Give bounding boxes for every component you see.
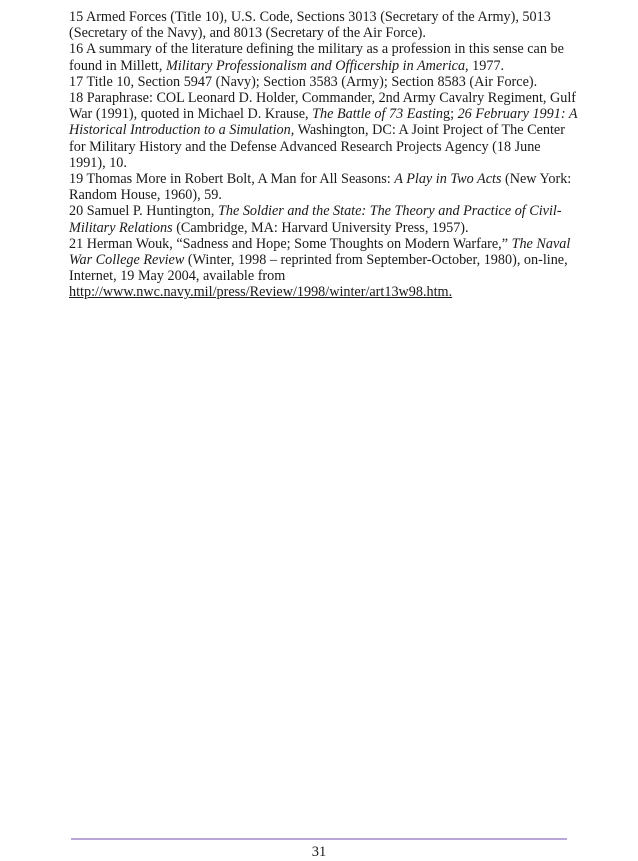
endnote-16: 16 A summary of the literature defining the military as a profession in this sense can be found in Millett, Military Professionalism and Officership in America, 1977. bbox=[69, 41, 564, 74]
endnote-19-book-title: A Play in Two Acts bbox=[394, 171, 502, 188]
endnote-21: 21 Herman Wouk, “Sadness and Hope; Some Thoughts on Modern Warfare,” The Naval War College Review (Winter, 1998 – reprinted from September-October, 1980), on-line, Internet, 19 May 2004, available from http://www.nwc.navy.mil/press/Review/1998/winter/art13w98.htm. bbox=[69, 235, 571, 301]
endnote-21-url-link[interactable]: http://www.nwc.navy.mil/press/Review/1998/winter/art13w98.htm. bbox=[69, 284, 453, 301]
endnote-17: 17 Title 10, Section 5947 (Navy); Section 3583 (Army); Section 8583 (Air Force). bbox=[69, 73, 538, 90]
endnote-18: 18 Paraphrase: COL Leonard D. Holder, Commander, 2nd Army Cavalry Regiment, Gulf War (1991), quoted in Michael D. Krause, The Battle of 73 Easting; 26 February 1991: A Historical Introduction to a Simulation, Washington, DC: A Joint Project of The Center for Military History and the Defense Advanced Research Projects Agency (18 June 1991), 10. bbox=[69, 90, 578, 171]
endnote-18-book-title: The Battle of 73 Eastin bbox=[312, 106, 443, 123]
endnote-19: 19 Thomas More in Robert Bolt, A Man for All Seasons: A Play in Two Acts (New York: Random House, 1960), 59. bbox=[69, 171, 572, 204]
endnotes-list bbox=[69, 9, 579, 301]
endnote-20-book-title: The Soldier and the State: The Theory and Practice of Civil-Military Relations bbox=[69, 203, 562, 236]
endnote-20: 20 Samuel P. Huntington, The Soldier and the State: The Theory and Practice of Civil-Military Relations (Cambridge, MA: Harvard University Press, 1957). bbox=[69, 203, 562, 236]
endnote-16-book-title: Military Professionalism and Officership in America, bbox=[165, 57, 469, 74]
page-number: 31 bbox=[311, 844, 327, 860]
endnote-18-subtitle: 26 February 1991: A Historical Introduction to a Simulation, bbox=[69, 106, 578, 139]
endnote-15: 15 Armed Forces (Title 10), U.S. Code, Sections 3013 (Secretary of the Army), 5013 (Secretary of the Navy), and 8013 (Secretary of the Air Force). bbox=[69, 9, 551, 42]
endnote-21-journal-title: The Naval War College Review bbox=[69, 235, 571, 269]
footer-divider bbox=[71, 838, 567, 840]
